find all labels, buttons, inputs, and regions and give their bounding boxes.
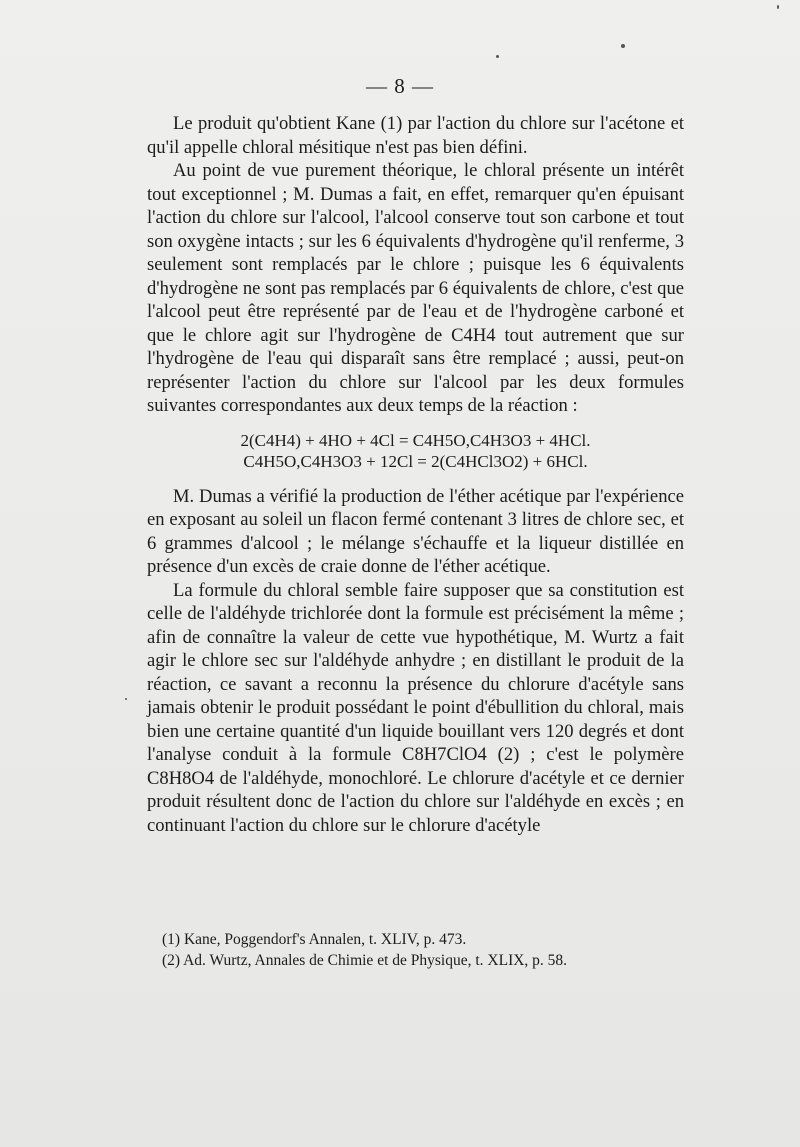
print-speck — [496, 55, 499, 58]
print-speck — [621, 44, 625, 48]
print-speck — [125, 698, 127, 700]
footnotes — [162, 929, 682, 971]
body-text — [147, 112, 684, 837]
page-number: — 8 — — [366, 74, 434, 98]
footnote: (2) Ad. Wurtz, Annales de Chimie et de Physique, t. XLIX, p. 58. — [162, 952, 568, 969]
print-speck — [777, 5, 779, 9]
reaction-equations — [147, 430, 684, 472]
paragraph: La formule du chloral semble faire supposer que sa constitution est celle de l'aldéhyde trichlorée dont la formule est précisément la même ; afin de connaître la valeur de cette vue hypothétique, M. Wurtz a fait agir le chlore sec sur l'aldéhyde anhydre ; en distillant le produit de la réaction, ce savant a reconnu la présence du chlorure d'acétyle sans jamais obtenir le produit possédant le point d'ébullition du chloral, mais bien une certaine quantité d'un liquide bouillant vers 120 degrés et dont l'analyse conduit à la formule C8H7ClO4 (2) ; c'est le polymère C8H8O4 de l'aldéhyde, monochloré. Le chlorure d'acétyle et ce dernier produit résultent donc de l'action du chlore sur l'aldéhyde en excès ; en continuant l'action du chlore sur le chlorure d'acétyle — [147, 579, 684, 836]
footnote: (1) Kane, Poggendorf's Annalen, t. XLIV, p. 473. — [162, 931, 467, 948]
paragraph: Le produit qu'obtient Kane (1) par l'action du chlore sur l'acétone et qu'il appelle chloral mésitique n'est pas bien défini. — [147, 113, 684, 158]
equation: 2(C4H4) + 4HO + 4Cl = C4H5O,C4H3O3 + 4HCl. — [240, 430, 591, 450]
paragraph: M. Dumas a vérifié la production de l'éther acétique par l'expérience en exposant au soleil un flacon fermé contenant 3 litres de chlore sec, et 6 grammes d'alcool ; le mélange s'échauffe et la liqueur distillée en présence d'un excès de craie donne de l'éther acétique. — [147, 485, 684, 577]
equation: C4H5O,C4H3O3 + 12Cl = 2(C4HCl3O2) + 6HCl. — [243, 451, 588, 471]
paragraph: Au point de vue purement théorique, le chloral présente un intérêt tout exceptionnel ; M. Dumas a fait, en effet, remarquer qu'en épuisant l'action du chlore sur l'alcool, l'alcool conserve tout son carbone et tout son oxygène intacts ; sur les 6 équivalents d'hydrogène qu'il renferme, 3 seulement sont remplacés par le chlore ; puisque les 6 équivalents d'hydrogène ne sont pas remplacés par 6 équivalents de chlore, c'est que l'alcool peut être représenté par de l'eau et de l'hydrogène carboné et que le chlore agit sur l'hydrogène de C4H4 tout autrement que sur l'hydrogène de l'eau qui disparaît sans être remplacé ; aussi, peut-on représenter l'action du chlore sur l'alcool par les deux formules suivantes correspondantes aux deux temps de la réaction : — [147, 160, 684, 416]
